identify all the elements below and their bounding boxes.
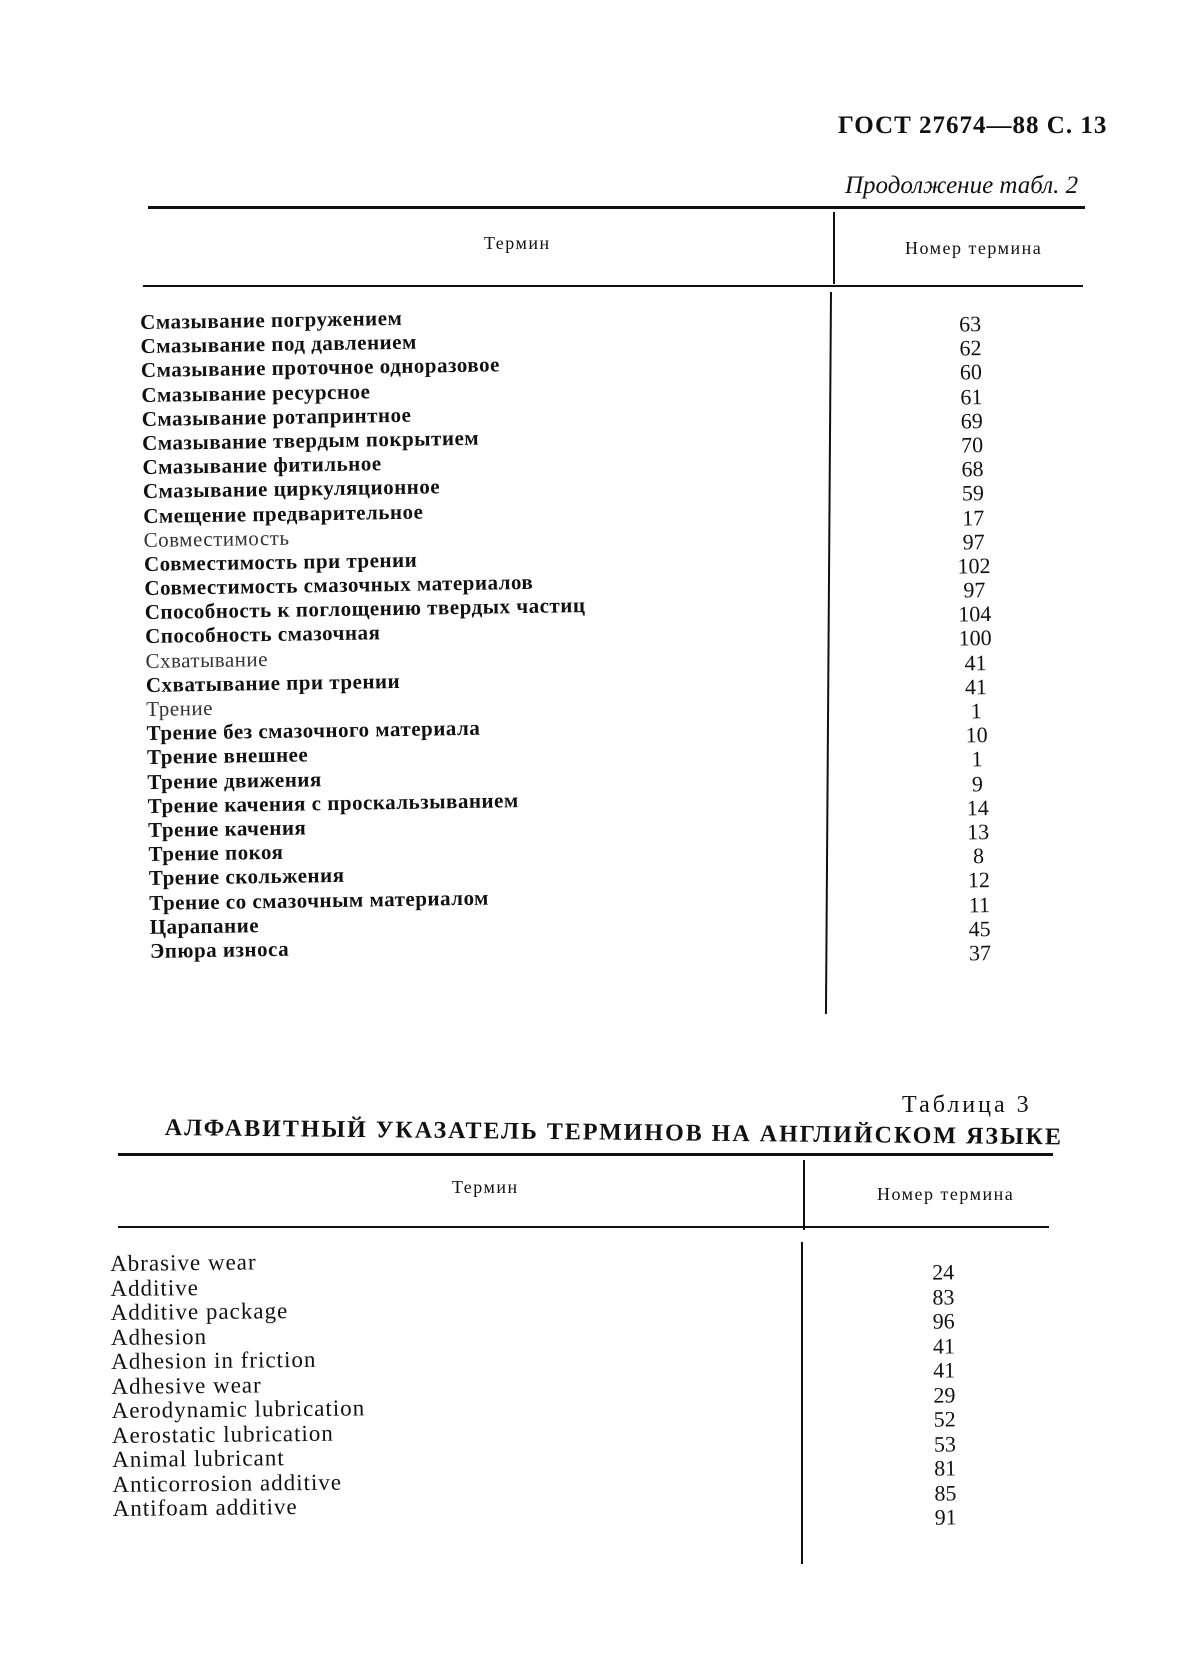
term-number-cell: 45 xyxy=(968,915,991,942)
term-cell: Anticorrosion additive xyxy=(112,1469,343,1497)
term-number-cell: 8 xyxy=(972,843,985,869)
term-cell: Способность смазочная xyxy=(144,620,381,649)
term-cell: Aerodynamic lubrication xyxy=(111,1395,366,1423)
term-cell: Aerostatic lubrication xyxy=(111,1420,334,1448)
term-cell: Смазывание под давлением xyxy=(140,329,417,359)
term-number-cell: 1 xyxy=(970,698,982,724)
term-cell: Смазывание циркуляционное xyxy=(142,474,441,504)
term-number-cell: 41 xyxy=(964,673,988,700)
term-number-cell: 83 xyxy=(932,1283,955,1310)
term-number-cell: 53 xyxy=(933,1430,957,1457)
term-cell: Совместимость при трении xyxy=(143,547,418,576)
page-header: ГОСТ 27674—88 С. 13 xyxy=(838,112,1108,139)
term-cell: Additive package xyxy=(110,1298,289,1325)
term-cell: Adhesive wear xyxy=(111,1371,262,1399)
term-cell: Смазывание ротапринтное xyxy=(141,402,412,431)
term-cell: Abrasive wear xyxy=(109,1249,257,1276)
term-number-cell: 12 xyxy=(967,867,991,893)
term-cell: Смазывание твердым покрытием xyxy=(141,425,480,455)
term-number-cell: 41 xyxy=(933,1357,956,1383)
table-3-header-divider xyxy=(803,1160,805,1230)
term-cell: Способность к поглощению твердых частиц xyxy=(144,593,586,625)
term-cell: Трение xyxy=(146,695,214,721)
table-3-terms xyxy=(110,1249,366,1521)
term-cell: Antifoam additive xyxy=(112,1494,298,1521)
term-cell: Смазывание ресурсное xyxy=(141,378,371,407)
term-cell: Схватывание при трении xyxy=(145,668,401,697)
term-cell: Animal lubricant xyxy=(112,1445,285,1472)
term-number-cell: 10 xyxy=(965,722,988,748)
table-2-numbers xyxy=(925,312,1025,966)
term-cell: Схватывание xyxy=(145,646,269,673)
term-number-cell: 1 xyxy=(971,746,983,772)
term-number-cell: 69 xyxy=(960,407,983,434)
table-3-header-rule xyxy=(118,1226,1049,1228)
term-number-cell: 85 xyxy=(934,1479,957,1506)
term-number-cell: 52 xyxy=(933,1406,956,1432)
term-number-cell: 59 xyxy=(961,480,985,506)
table-3-col-number-header: Номер термина xyxy=(877,1184,1015,1204)
table-2-header-divider xyxy=(833,212,835,284)
term-number-cell: 41 xyxy=(964,649,987,676)
term-number-cell: 37 xyxy=(968,939,992,966)
table-2-header-rule xyxy=(143,285,1083,287)
term-cell: Трение качения с проскальзыванием xyxy=(147,787,519,818)
term-number-cell: 97 xyxy=(962,528,985,555)
term-number-cell: 60 xyxy=(959,359,983,385)
term-number-cell: 17 xyxy=(962,504,985,530)
term-cell: Смазывание фитильное xyxy=(142,451,382,480)
term-number-cell: 70 xyxy=(960,432,984,458)
term-cell: Adhesion xyxy=(110,1323,208,1350)
term-number-cell: 97 xyxy=(963,577,986,603)
term-number-cell: 91 xyxy=(934,1504,957,1530)
term-cell: Смазывание проточное одноразовое xyxy=(140,352,500,383)
term-cell: Трение со смазочным материалом xyxy=(149,885,490,915)
table-3-numbers xyxy=(898,1260,991,1530)
term-number-cell: 9 xyxy=(971,770,984,796)
term-number-cell: 29 xyxy=(933,1381,956,1408)
table-2-column-divider xyxy=(825,292,832,1014)
term-number-cell: 61 xyxy=(960,383,983,410)
term-cell: Трение качения xyxy=(147,815,307,842)
term-number-cell: 41 xyxy=(932,1332,956,1359)
table-2-col-number-header: Номер термина xyxy=(905,238,1043,258)
term-cell: Совместимость xyxy=(143,525,290,552)
table-3-column-divider xyxy=(801,1242,803,1564)
term-number-cell: 13 xyxy=(966,818,990,845)
term-number-cell: 81 xyxy=(934,1455,957,1481)
table-3-top-rule xyxy=(118,1153,1053,1156)
term-number-cell: 62 xyxy=(959,335,982,361)
term-cell: Смещение предварительное xyxy=(143,499,424,528)
table-continuation-label: Продолжение табл. 2 xyxy=(845,172,1079,199)
term-number-cell: 63 xyxy=(958,311,982,337)
term-cell: Additive xyxy=(110,1274,200,1301)
table-3-label: Таблица 3 xyxy=(902,1092,1032,1118)
term-cell: Adhesion in friction xyxy=(111,1346,317,1374)
table-3-title: АЛФАВИТНЫЙ УКАЗАТЕЛЬ ТЕРМИНОВ НА АНГЛИЙСКОМ ЯЗЫКЕ xyxy=(164,1115,1064,1151)
term-cell: Трение движения xyxy=(147,766,322,794)
term-cell: Трение покоя xyxy=(148,839,284,867)
table-2-terms xyxy=(140,303,591,963)
term-number-cell: 96 xyxy=(932,1308,955,1334)
term-number-cell: 68 xyxy=(961,456,984,482)
term-number-cell: 102 xyxy=(957,552,991,579)
term-cell: Совместимость смазочных материалов xyxy=(144,569,534,601)
term-cell: Трение без смазочного материала xyxy=(146,715,481,746)
term-cell: Эпюра износа xyxy=(149,936,290,963)
table-2-col-term-header: Термин xyxy=(484,233,551,253)
table-2-top-rule xyxy=(148,206,1085,209)
term-number-cell: 11 xyxy=(968,891,991,917)
term-cell: Трение скольжения xyxy=(148,863,345,891)
table-3-col-term-header: Термин xyxy=(452,1177,519,1197)
term-number-cell: 100 xyxy=(958,625,992,651)
term-cell: Царапание xyxy=(149,912,260,939)
term-cell: Трение внешнее xyxy=(146,742,309,770)
term-number-cell: 24 xyxy=(931,1259,955,1285)
term-number-cell: 104 xyxy=(958,601,992,627)
term-cell: Смазывание погружением xyxy=(140,305,403,334)
term-number-cell: 14 xyxy=(966,794,989,821)
